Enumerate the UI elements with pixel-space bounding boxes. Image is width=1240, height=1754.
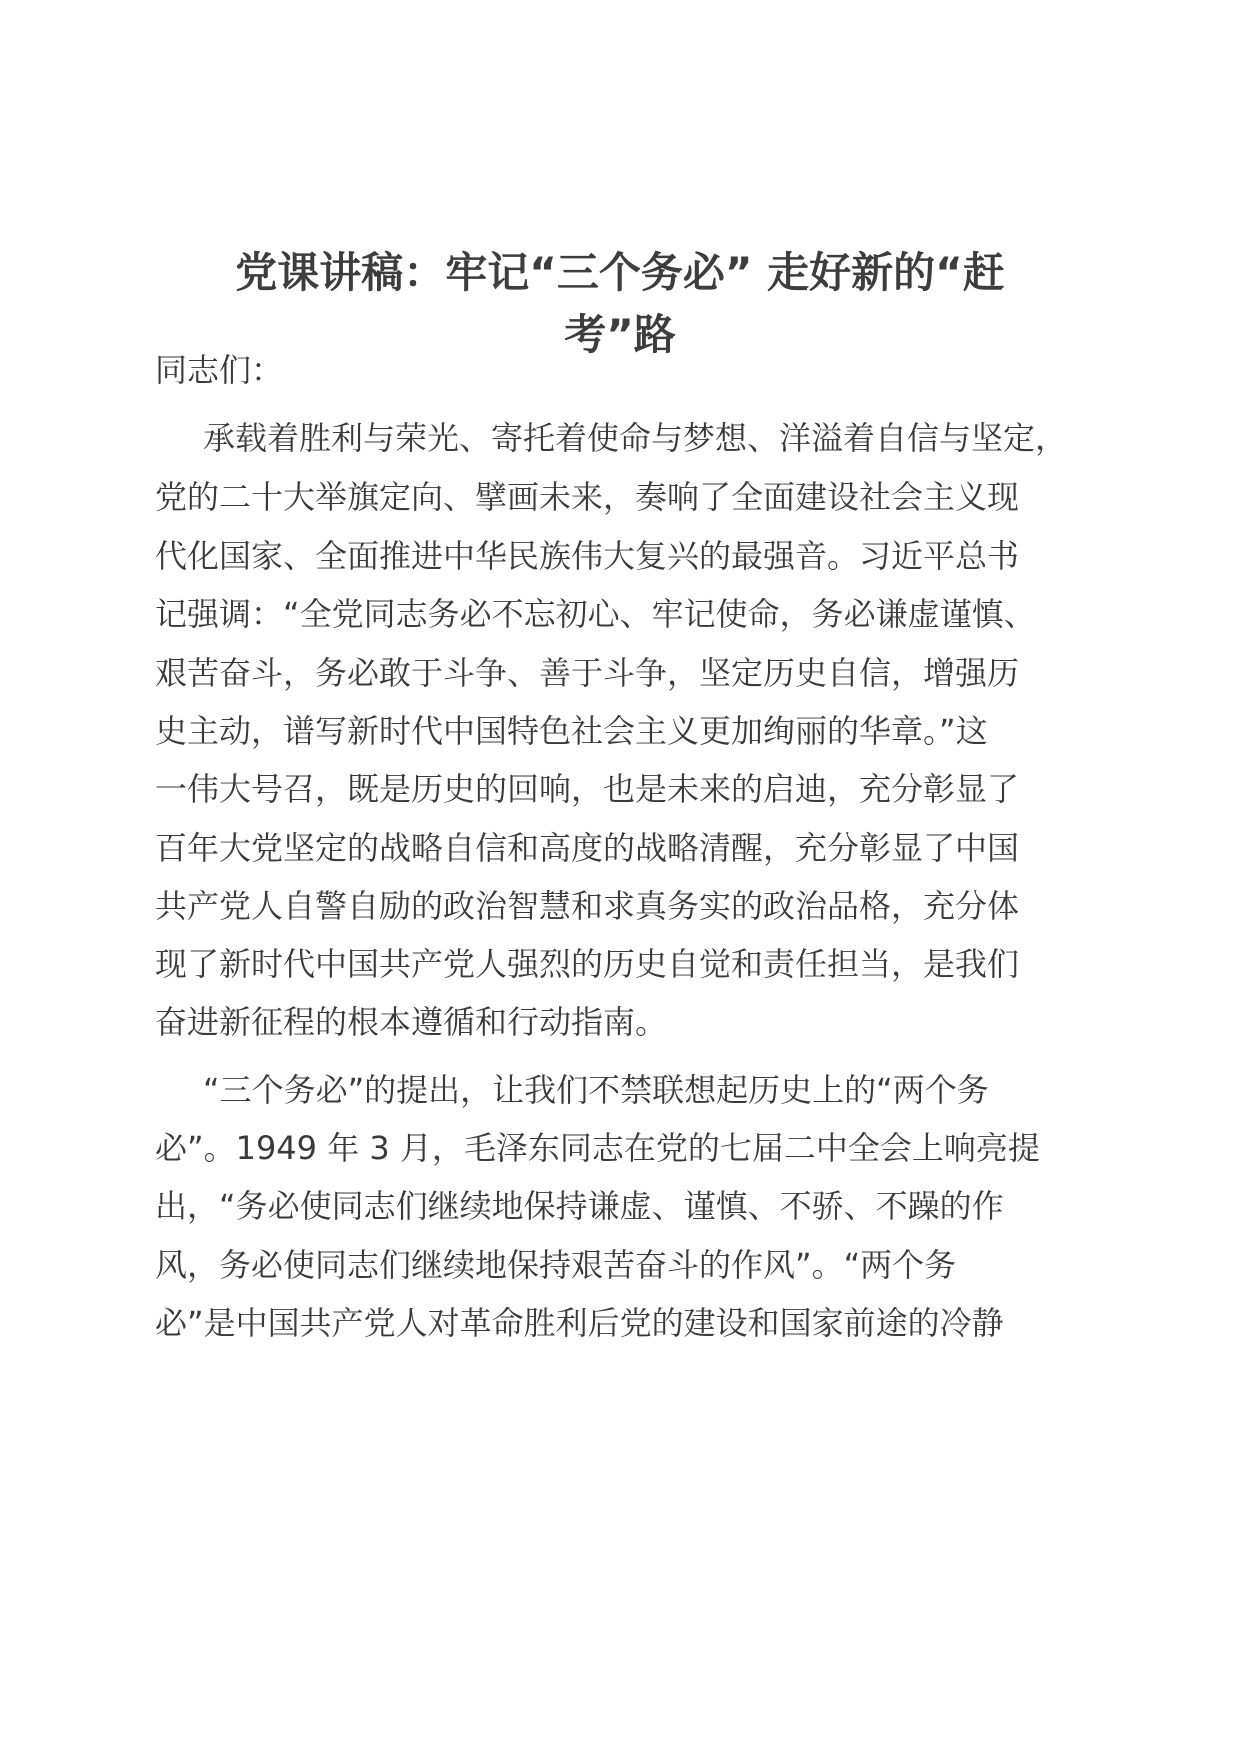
paragraph-1-line: 现了新时代中国共产党人强烈的历史自觉和责任担当，是我们 (155, 945, 1020, 983)
salutation: 同志们： (155, 351, 284, 389)
paragraph-1-line: 代化国家、全面推进中华民族伟大复兴的最强音。习近平总书 (155, 537, 1020, 575)
paragraph-1-line: 一伟大号召，既是历史的回响，也是未来的启迪，充分彰显了 (155, 770, 1020, 808)
paragraph-1-line: 共产党人自警自励的政治智慧和求真务实的政治品格，充分体 (155, 887, 1020, 925)
paragraph-1-line: 记强调：“全党同志务必不忘初心、牢记使命，务必谦虚谨慎、 (155, 595, 1036, 633)
paragraph-1-line: 党的二十大举旗定向、擘画未来，奏响了全面建设社会主义现 (155, 478, 1020, 516)
paragraph-1-line: 承载着胜利与荣光、寄托着使命与梦想、洋溢着自信与坚定， (203, 419, 1068, 457)
paragraph-1-line: 艰苦奋斗，务必敢于斗争、善于斗争，坚定历史自信，增强历 (155, 654, 1020, 692)
paragraph-1-line: 史主动，谱写新时代中国特色社会主义更加绚丽的华章。”这 (155, 712, 988, 750)
paragraph-1-line: 百年大党坚定的战略自信和高度的战略清醒，充分彰显了中国 (155, 829, 1020, 867)
document-title-line-2: 考”路 (564, 310, 676, 359)
paragraph-1-line: 奋进新征程的根本遵循和行动指南。 (155, 1003, 668, 1041)
document-title-line-1: 党课讲稿：牢记“三个务必” 走好新的“赶 (235, 248, 1005, 297)
paragraph-2-line: 必”。1949 年 3 月，毛泽东同志在党的七届二中全会上响亮提 (155, 1129, 1040, 1167)
paragraph-2-line: 必”是中国共产党人对革命胜利后党的建设和国家前途的冷静 (155, 1304, 1004, 1342)
paragraph-2-line: 出，“务必使同志们继续地保持谦虚、谨慎、不骄、不躁的作 (155, 1187, 1004, 1225)
paragraph-2-line: “三个务必”的提出，让我们不禁联想起历史上的“两个务 (203, 1071, 989, 1109)
paragraph-2-line: 风，务必使同志们继续地保持艰苦奋斗的作风”。“两个务 (155, 1246, 957, 1284)
